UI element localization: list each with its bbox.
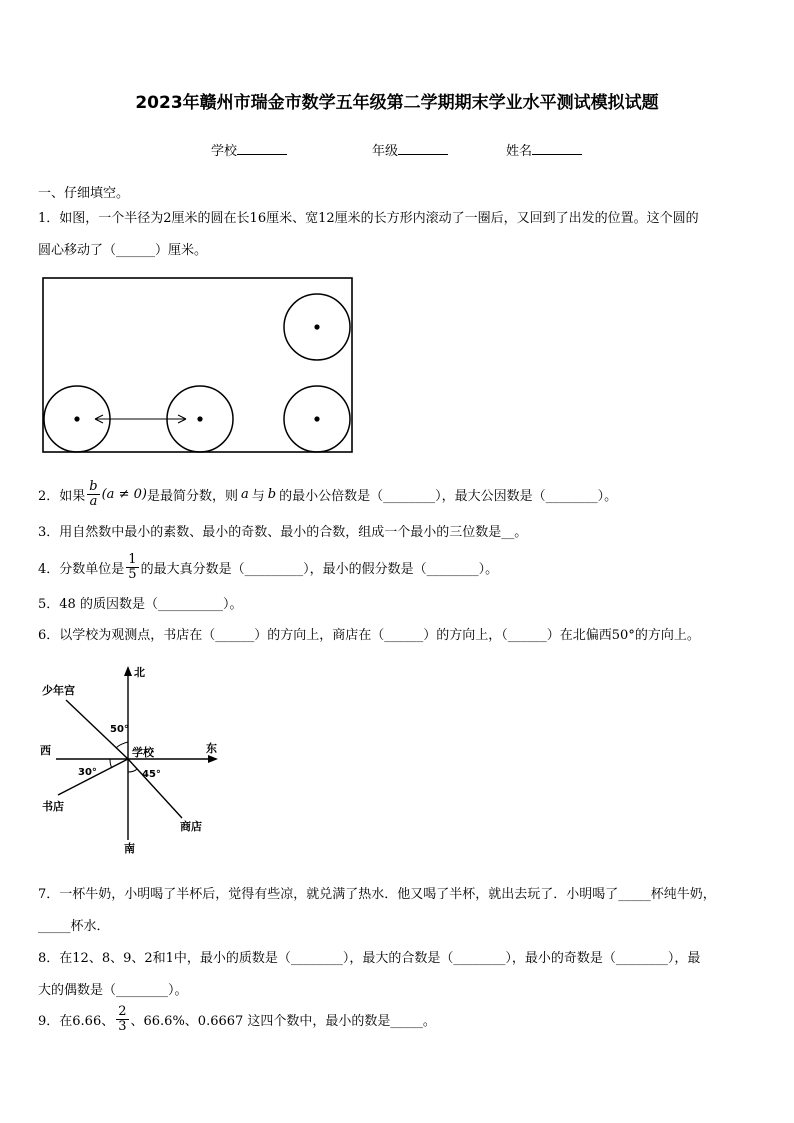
- rectangle: [43, 278, 352, 452]
- q2-fraction: [87, 480, 99, 509]
- q2-var-b: b: [267, 487, 277, 502]
- q9-frac-den: 3: [118, 1019, 127, 1034]
- label-angle-45: 45°: [142, 769, 161, 780]
- label-south: 南: [124, 842, 135, 855]
- east-arrow-icon: [208, 755, 218, 763]
- q4-frac-den: 5: [128, 567, 137, 582]
- label-school: 学校: [132, 746, 154, 759]
- label-west: 西: [40, 744, 51, 757]
- rolling-circle-figure: [40, 275, 358, 457]
- section-heading: 一、仔细填空。: [38, 186, 130, 201]
- grade-blank[interactable]: [398, 141, 448, 155]
- label-youth-palace: 少年宫: [42, 684, 75, 697]
- q9-fraction: [116, 1005, 128, 1034]
- north-arrow-icon: [124, 666, 132, 676]
- label-shop: 商店: [180, 820, 202, 833]
- question-8-line-2: 大的偶数是（________）。: [38, 983, 188, 998]
- name-label: 姓名: [506, 144, 533, 159]
- q2-mid1: 是最简分数，则: [146, 489, 238, 504]
- question-9: [38, 1005, 436, 1034]
- angle-arc-50: [116, 742, 128, 748]
- question-1-line-2: 圆心移动了（______）厘米。: [38, 243, 208, 258]
- label-north: 北: [134, 666, 145, 679]
- angle-arc-30: [110, 759, 112, 768]
- center-dot: [74, 416, 79, 421]
- question-4: [38, 553, 498, 582]
- q2-var-a: a: [240, 487, 249, 502]
- school-field: [211, 140, 287, 159]
- q9-frac-num: 2: [118, 1004, 127, 1019]
- name-field: [506, 140, 582, 159]
- q2-prefix: 2．如果: [38, 489, 86, 504]
- shop-ray: [128, 759, 182, 818]
- name-blank[interactable]: [532, 141, 582, 155]
- question-8-line-1: 8．在12、8、9、2和1中，最小的质数是（________），最大的合数是（________），最小的奇数是（________），最: [38, 951, 701, 966]
- q4-prefix: 4．分数单位是: [38, 562, 125, 577]
- q4-fraction: [126, 553, 138, 582]
- grade-label: 年级: [372, 144, 399, 159]
- q2-frac-den: a: [89, 494, 98, 509]
- page-title: 2023年赣州市瑞金市数学五年级第二学期期末学业水平测试模拟试题: [135, 93, 659, 113]
- question-3: 3．用自然数中最小的素数、最小的奇数、最小的合数，组成一个最小的三位数是__。: [38, 525, 528, 540]
- q9-suffix: 、66.6%、0.6667 这四个数中，最小的数是_____。: [130, 1014, 436, 1029]
- center-dot: [314, 416, 319, 421]
- center-dot: [314, 324, 319, 329]
- question-7-line-2: _____杯水．: [38, 919, 110, 934]
- label-east: 东: [206, 742, 217, 755]
- label-bookstore: 书店: [42, 800, 64, 813]
- label-angle-30: 30°: [78, 767, 97, 778]
- question-2: [38, 480, 617, 509]
- grade-field: [372, 140, 448, 159]
- school-blank[interactable]: [237, 141, 287, 155]
- label-angle-50: 50°: [110, 724, 129, 735]
- q9-prefix: 9．在6.66、: [38, 1014, 115, 1029]
- q2-mid2: 与: [251, 489, 265, 504]
- q2-frac-num: b: [89, 479, 98, 494]
- question-5: 5．48 的质因数是（__________）。: [38, 597, 243, 612]
- compass-diagram: [38, 660, 228, 856]
- q2-condition: (a ≠ 0): [101, 487, 147, 502]
- question-1-line-1: 1．如图，一个半径为2厘米的圆在长16厘米、宽12厘米的长方形内滚动了一圈后，又回到了出发的位置。这个圆的: [38, 211, 699, 226]
- center-dot: [197, 416, 202, 421]
- q2-suffix: 的最小公倍数是（________），最大公因数是（________）。: [279, 489, 618, 504]
- q4-suffix: 的最大真分数是（_________），最小的假分数是（________）。: [140, 562, 499, 577]
- q4-frac-num: 1: [128, 552, 137, 567]
- angle-arc-45: [128, 769, 137, 772]
- question-7-line-1: 7．一杯牛奶，小明喝了半杯后，觉得有些凉，就兑满了热水．他又喝了半杯，就出去玩了．小明喝了_____杯纯牛奶，: [38, 887, 716, 902]
- question-6: 6．以学校为观测点，书店在（______）的方向上，商店在（______）的方向上，（______）在北偏西50°的方向上。: [38, 628, 700, 643]
- school-label: 学校: [211, 144, 238, 159]
